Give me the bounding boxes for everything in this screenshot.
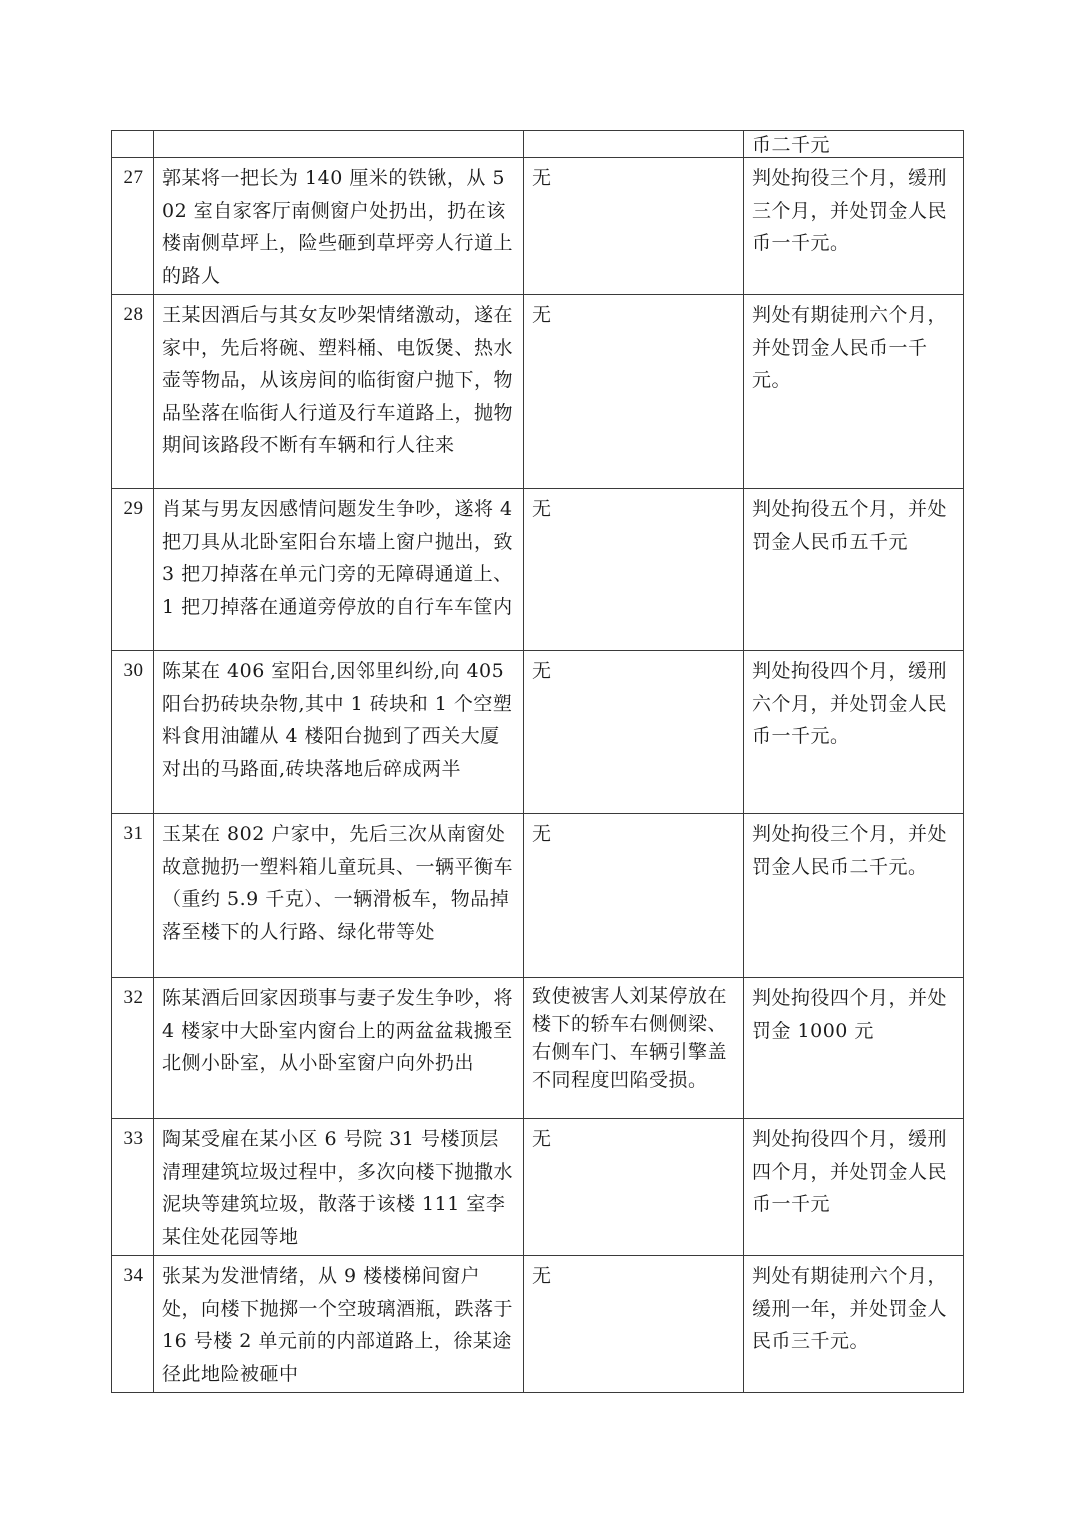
case-sentence-cell: 判处拘役四个月，缓刑六个月，并处罚金人民币一千元。 bbox=[744, 651, 964, 814]
case-fact-cell: 陈某在 406 室阳台,因邻里纠纷,向 405 阳台扔砖块杂物,其中 1 砖块和 1 个空塑料食用油罐从 4 楼阳台抛到了西关大厦对出的马路面,砖块落地后碎成两半 bbox=[154, 651, 524, 814]
case-harm-cell: 无 bbox=[524, 489, 744, 651]
table-row bbox=[112, 158, 964, 295]
table-row bbox=[112, 1256, 964, 1393]
case-sentence-cell: 判处有期徒刑六个月，并处罚金人民币一千元。 bbox=[744, 295, 964, 489]
case-harm-cell: 致使被害人刘某停放在楼下的轿车右侧侧梁、右侧车门、车辆引擎盖不同程度凹陷受损。 bbox=[524, 978, 744, 1119]
case-harm-cell: 无 bbox=[524, 295, 744, 489]
table-row bbox=[112, 651, 964, 814]
case-number-cell bbox=[112, 131, 154, 158]
case-sentence-cell: 币二千元 bbox=[744, 131, 964, 158]
case-harm-cell: 无 bbox=[524, 1256, 744, 1393]
table-row bbox=[112, 295, 964, 489]
table-row bbox=[112, 489, 964, 651]
case-sentence-cell: 判处拘役三个月，并处罚金人民币二千元。 bbox=[744, 814, 964, 978]
case-fact-cell: 玉某在 802 户家中，先后三次从南窗处故意抛扔一塑料箱儿童玩具、一辆平衡车（重约 5.9 千克）、一辆滑板车，物品掉落至楼下的人行路、绿化带等处 bbox=[154, 814, 524, 978]
case-number-cell: 33 bbox=[112, 1119, 154, 1256]
case-table bbox=[111, 130, 964, 1393]
case-harm-cell: 无 bbox=[524, 1119, 744, 1256]
case-fact-cell: 陶某受雇在某小区 6 号院 31 号楼顶层清理建筑垃圾过程中，多次向楼下抛撒水泥块等建筑垃圾，散落于该楼 111 室李某住处花园等地 bbox=[154, 1119, 524, 1256]
case-number-cell: 29 bbox=[112, 489, 154, 651]
case-sentence-cell: 判处拘役三个月，缓刑三个月，并处罚金人民币一千元。 bbox=[744, 158, 964, 295]
case-fact-cell: 郭某将一把长为 140 厘米的铁锹，从 502 室自家客厅南侧窗户处扔出，扔在该楼南侧草坪上，险些砸到草坪旁人行道上的路人 bbox=[154, 158, 524, 295]
case-harm-cell: 无 bbox=[524, 158, 744, 295]
case-sentence-cell: 判处拘役五个月，并处罚金人民币五千元 bbox=[744, 489, 964, 651]
case-number-cell: 28 bbox=[112, 295, 154, 489]
case-harm-cell: 无 bbox=[524, 814, 744, 978]
case-fact-cell bbox=[154, 131, 524, 158]
case-number-cell: 32 bbox=[112, 978, 154, 1119]
case-harm-cell: 无 bbox=[524, 651, 744, 814]
table-row bbox=[112, 814, 964, 978]
case-number-cell: 30 bbox=[112, 651, 154, 814]
case-number-cell: 34 bbox=[112, 1256, 154, 1393]
case-sentence-cell: 判处拘役四个月，缓刑四个月，并处罚金人民币一千元 bbox=[744, 1119, 964, 1256]
case-harm-cell bbox=[524, 131, 744, 158]
case-fact-cell: 王某因酒后与其女友吵架情绪激动，遂在家中，先后将碗、塑料桶、电饭煲、热水壶等物品，从该房间的临街窗户抛下，物品坠落在临街人行道及行车道路上，抛物期间该路段不断有车辆和行人往来 bbox=[154, 295, 524, 489]
case-number-cell: 27 bbox=[112, 158, 154, 295]
case-fact-cell: 陈某酒后回家因琐事与妻子发生争吵，将 4 楼家中大卧室内窗台上的两盆盆栽搬至北侧小卧室，从小卧室窗户向外扔出 bbox=[154, 978, 524, 1119]
table-row-carryover bbox=[112, 131, 964, 158]
case-sentence-cell: 判处有期徒刑六个月，缓刑一年，并处罚金人民币三千元。 bbox=[744, 1256, 964, 1393]
case-number-cell: 31 bbox=[112, 814, 154, 978]
table-row bbox=[112, 978, 964, 1119]
table-row bbox=[112, 1119, 964, 1256]
case-fact-cell: 肖某与男友因感情问题发生争吵，遂将 4 把刀具从北卧室阳台东墙上窗户抛出，致 3 把刀掉落在单元门旁的无障碍通道上、1 把刀掉落在通道旁停放的自行车车筐内 bbox=[154, 489, 524, 651]
case-fact-cell: 张某为发泄情绪，从 9 楼楼梯间窗户处，向楼下抛掷一个空玻璃酒瓶，跌落于 16 号楼 2 单元前的内部道路上，徐某途径此地险被砸中 bbox=[154, 1256, 524, 1393]
case-sentence-cell: 判处拘役四个月，并处罚金 1000 元 bbox=[744, 978, 964, 1119]
